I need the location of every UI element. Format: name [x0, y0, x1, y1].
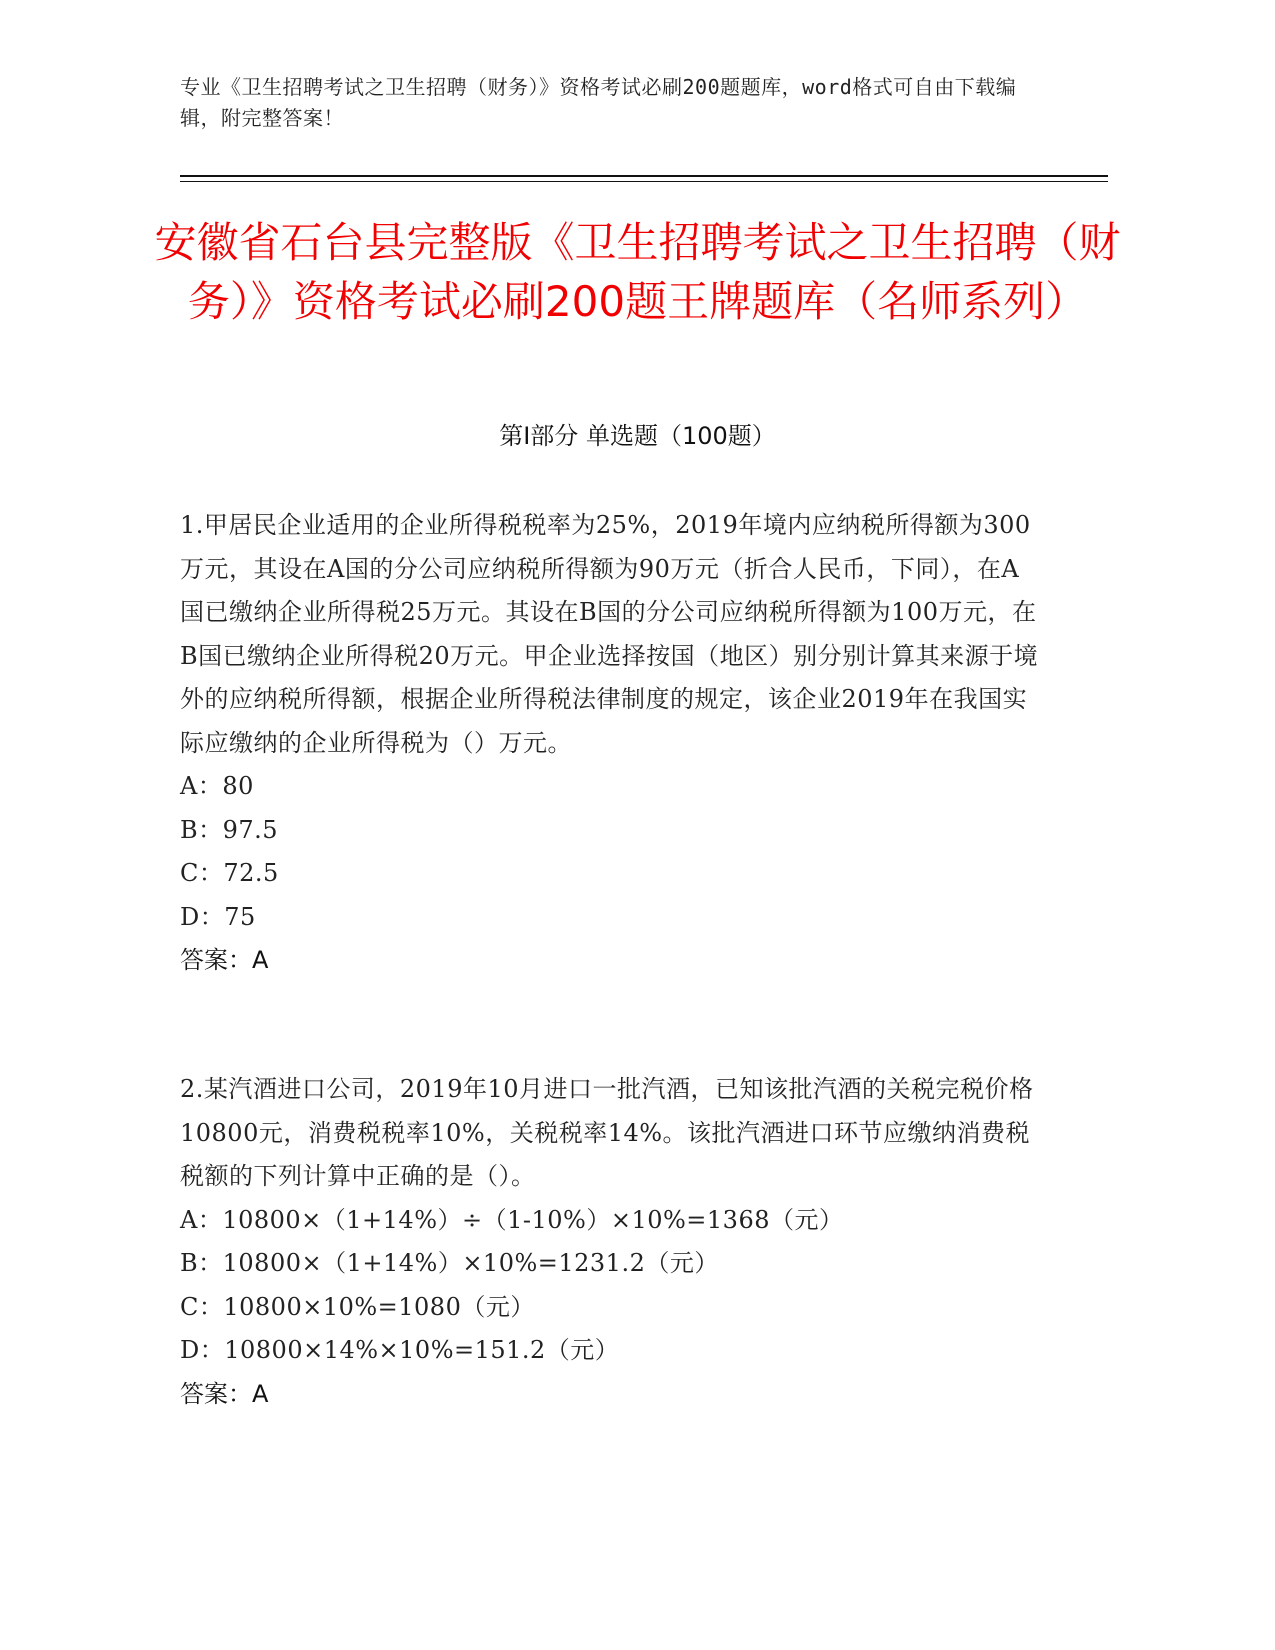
- header-divider-thick: [180, 175, 1108, 177]
- question-1: [180, 504, 1040, 983]
- option-a: A：80: [180, 772, 254, 800]
- option-b: B：10800×（1+14%）×10%=1231.2（元）: [180, 1249, 719, 1277]
- option-b: B：97.5: [180, 815, 279, 844]
- question-stem: 1.甲居民企业适用的企业所得税税率为25%，2019年境内应纳税所得额为300万元，其设在A国的分公司应纳税所得额为90万元（折合人民币，下同），在A国已缴纳企业所得税25万元。其设在B国的分公司应纳税所得额为100万元，在B国已缴纳企业所得税20万元。甲企业选择按国（地区）别分别计算其来源于境外的应纳税所得额，根据企业所得税法律制度的规定，该企业2019年在我国实际应缴纳的企业所得税为（）万元。: [180, 511, 1039, 757]
- header-divider-thin: [180, 181, 1108, 182]
- option-a: A：10800×（1+14%）÷（1-10%）×10%=1368（元）: [180, 1205, 844, 1234]
- section-title: 第Ⅰ部分 单选题（100题）: [499, 422, 776, 450]
- header-note: 专业《卫生招聘考试之卫生招聘（财务）》资格考试必刷200题题库，word格式可自由下载编辑，附完整答案！: [180, 75, 1017, 130]
- option-d: D：75: [180, 902, 256, 931]
- option-c: C：72.5: [180, 859, 279, 887]
- document-title: 安徽省石台县完整版《卫生招聘考试之卫生招聘（财务）》资格考试必刷200题王牌题库（名师系列）: [154, 218, 1121, 326]
- question-stem: 2.某汽酒进口公司，2019年10月进口一批汽酒，已知该批汽酒的关税完税价格10800元，消费税税率10%，关税税率14%。该批汽酒进口环节应缴纳消费税税额的下列计算中正确的是（）。: [180, 1075, 1034, 1190]
- option-c: C：10800×10%=1080（元）: [180, 1292, 535, 1321]
- answer-label: 答案：A: [180, 946, 269, 974]
- answer-label: 答案：A: [180, 1379, 269, 1408]
- question-2: [180, 1068, 1040, 1416]
- option-d: D：10800×14%×10%=151.2（元）: [180, 1336, 620, 1364]
